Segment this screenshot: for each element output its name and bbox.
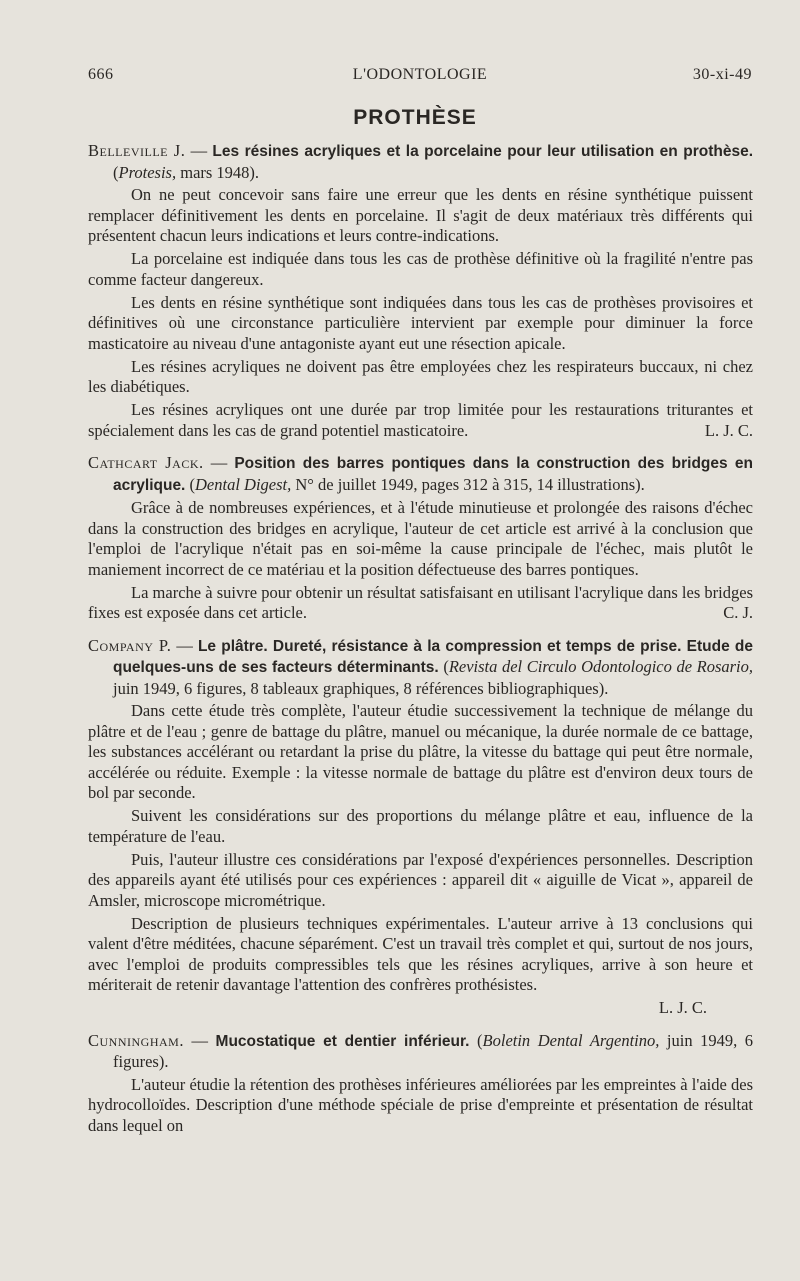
source-journal: Revista del Circulo Odontologico de Rosario, [448, 657, 753, 676]
paragraph: Grâce à de nombreuses expériences, et à l'étude minutieuse et prolongée des raisons d'échec dans la construction des bridges en acrylique, l'auteur de cet article est arrivé à la conclusion que l'emploi de l'acrylique n'était pas en soi-même la cause principale de l'échec, mais plutôt le maniement incorrect de ce matériau et la position défectueuse des barres pontiques. [88, 498, 753, 579]
paragraph: Les résines acryliques ne doivent pas être employées chez les respirateurs buccaux, ni chez les diabétiques. [88, 356, 753, 396]
abstract-entry [88, 141, 753, 441]
article-title: Position des barres pontiques dans la construction des bridges en acrylique. [113, 455, 753, 494]
citation [88, 141, 753, 183]
dash: — [185, 141, 213, 160]
source-open: ( [113, 162, 119, 182]
author-name: Company P. [88, 635, 172, 655]
source-details: juin 1949, 6 figures, 8 tableaux graphiques, 8 références bibliographiques). [113, 678, 609, 698]
citation [88, 1031, 753, 1073]
running-header [88, 66, 752, 90]
paragraph-text: La marche à suivre pour obtenir un résultat satisfaisant en utilisant l'acrylique dans les bridges fixes est exposée dans cet article. [88, 582, 753, 622]
journal-name: L'ODONTOLOGIE [352, 66, 488, 83]
abstract-entry [88, 636, 753, 1019]
author-name: Cathcart Jack. [88, 453, 204, 472]
paragraph [88, 400, 753, 441]
abstract-entry [88, 1031, 753, 1137]
source-details: juin 1949, 6 figures). [113, 1030, 754, 1071]
source-journal: Protesis, [118, 162, 177, 182]
source-journal: Boletin Dental Argentino, [482, 1030, 660, 1050]
paragraph: Puis, l'auteur illustre ces considérations par l'exposé d'expériences personnelles. Description des appareils ayant été utilisés pour ces expériences : appareil dit « aiguille de Vicat », appareil de Amsler, microscope micrométrique. [88, 849, 753, 910]
paragraph: Les dents en résine synthétique sont indiquées dans tous les cas de prothèses provisoires et définitives où une circonstance particulière intervient par exemple pour diminuer la force masticatoire au niveau d'une antagoniste ayant eut une résection apicale. [88, 292, 753, 353]
dash: — [171, 635, 198, 655]
article-title: Les résines acryliques et la porcelaine pour leur utilisation en prothèse. [212, 143, 753, 160]
citation [88, 453, 753, 496]
reviewer-signature: L. J. C. [658, 998, 707, 1017]
reviewer-signature: L. J. C. [704, 420, 753, 440]
article-title: Le plâtre. Dureté, résistance à la compression et temps de prise. Etude de quelques-uns de ses facteurs déterminants. [113, 637, 754, 676]
paragraph-text: Les résines acryliques ont une durée par trop limitée pour les restaurations triturantes et spécialement dans les cas de grand potentiel masticatoire. [88, 400, 753, 440]
paragraph: Description de plusieurs techniques expérimentales. L'auteur arrive à 13 conclusions qui valent d'être méditées, chacune séparément. C'est un travail très complet et qui, surtout de nos jours, avec l'emploi de produits compressibles tels que les résines acryliques, arrive à son heure et mériterait de retenir davantage l'attention des confrères prothésistes. [88, 913, 753, 994]
paragraph: L'auteur étudie la rétention des prothèses inférieures améliorées par les empreintes à l'aide des hydrocolloïdes. Description d'une méthode spéciale de prise d'empreinte et présentation de résultat dans lequel on [88, 1074, 753, 1135]
paragraph: Dans cette étude très complète, l'auteur étudie successivement la technique de mélange du plâtre et de l'eau ; genre de battage du plâtre, manuel ou mécanique, la durée normale de ce battage, les substances accélérant ou retardant la prise du plâtre, la vitesse du battage qui peut être normale, accélérée ou réduite. Exemple : la vitesse normale de battage du plâtre est d'environ deux tours de bol par seconde. [88, 701, 753, 802]
source-details: mars 1948). [176, 162, 260, 182]
paragraph [88, 583, 753, 624]
dash: — [183, 1030, 216, 1050]
source-open: ( [469, 1030, 483, 1050]
source-details: N° de juillet 1949, pages 312 à 315, 14 illustrations). [291, 474, 645, 494]
page-number: 666 [88, 66, 114, 83]
author-name: Belleville J. [88, 141, 186, 160]
article-body [88, 141, 753, 1148]
source-open: ( [185, 474, 195, 494]
author-name: Cunningham. [88, 1030, 184, 1050]
issue-date: 30-xi-49 [692, 66, 752, 83]
source-open: ( [438, 657, 449, 676]
source-journal: Dental Digest, [195, 474, 292, 494]
reviewer-signature: C. J. [723, 603, 753, 622]
article-title: Mucostatique et dentier inférieur. [215, 1032, 470, 1050]
abstract-entry [88, 453, 753, 624]
section-title: PROTHÈSE [353, 106, 477, 129]
citation [88, 636, 753, 700]
paragraph: La porcelaine est indiquée dans tous les cas de prothèse définitive où la fragilité n'entre pas comme facteur dangereux. [88, 249, 753, 289]
paragraph: Suivent les considérations sur des proportions du mélange plâtre et eau, influence de la température de l'eau. [88, 806, 753, 846]
paragraph: On ne peut concevoir sans faire une erreur que les dents en résine synthétique puissent remplacer définitivement les dents en porcelaine. Il s'agit de deux matériaux très différents qui présentent chacun leurs indications et leurs contre-indications. [88, 185, 753, 245]
dash: — [203, 453, 235, 472]
